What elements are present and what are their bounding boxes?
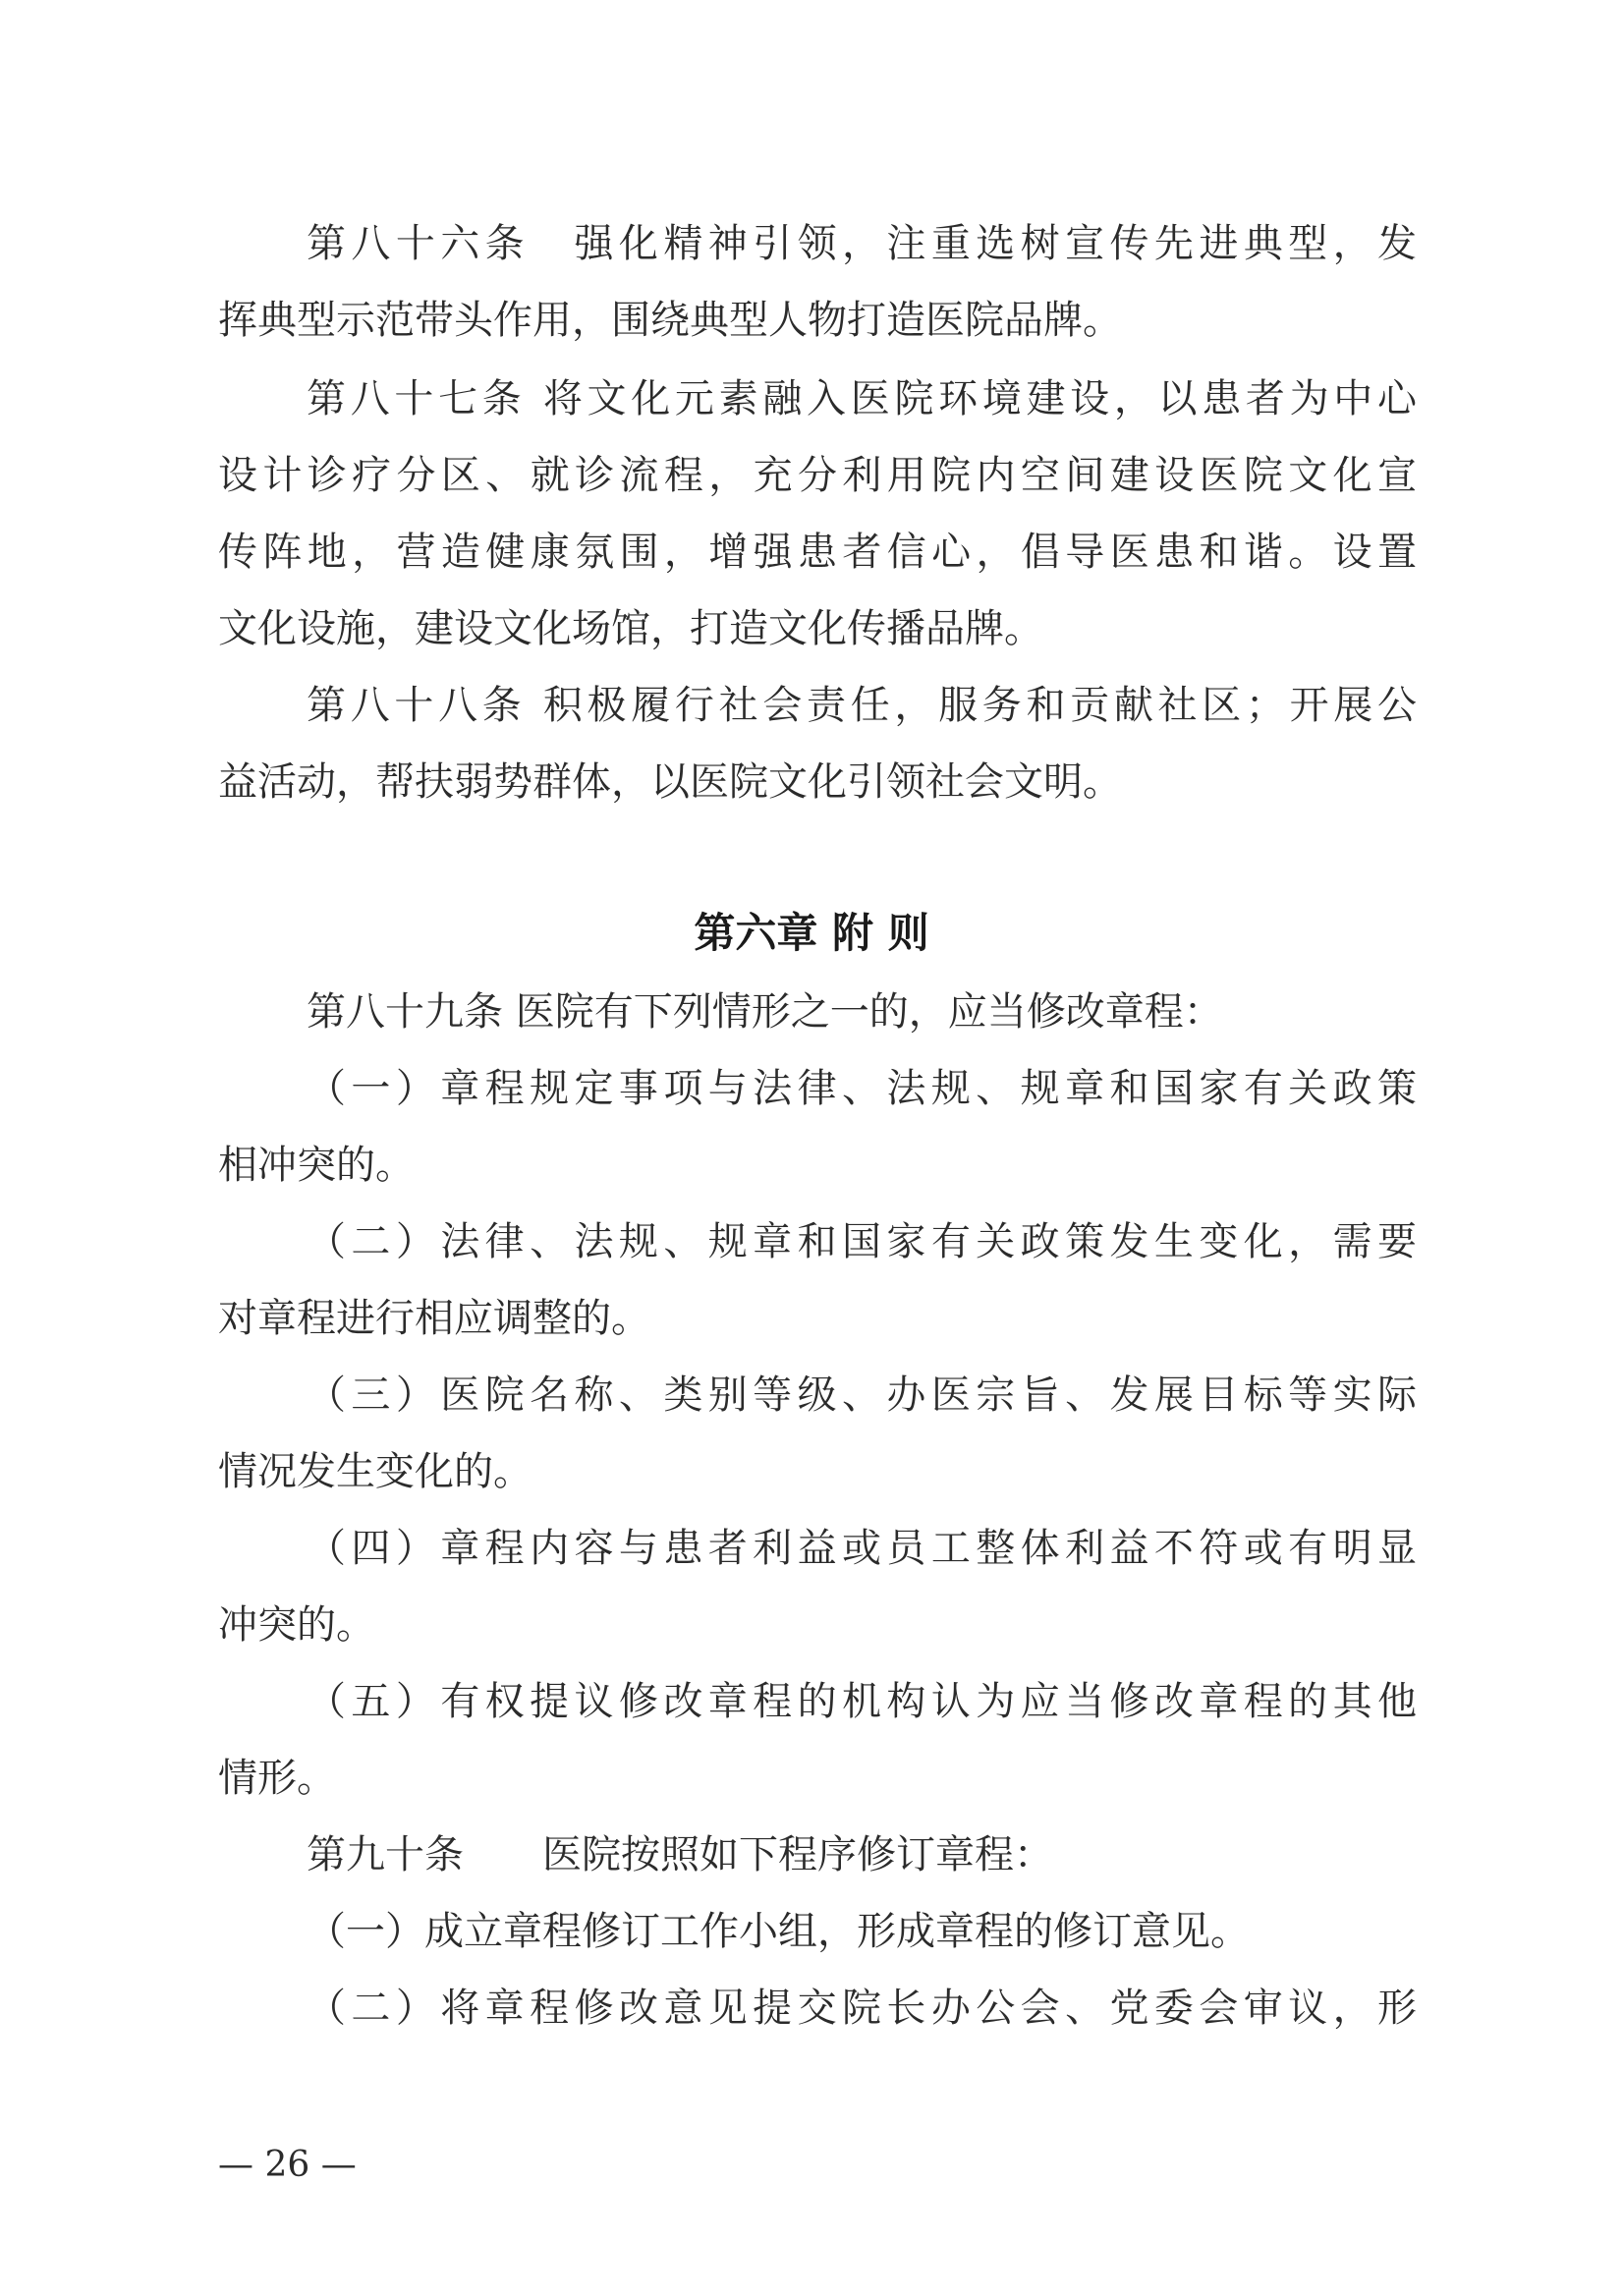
text-line: 挥典型示范带头作用，围绕典型人物打造医院品牌。 — [218, 298, 1122, 343]
text-line: 第八十七条 将文化元素融入医院环境建设，以患者为中心 — [307, 376, 1417, 421]
text-line: 益活动，帮扶弱势群体，以医院文化引领社会文明。 — [218, 759, 1122, 805]
text-line: 设计诊疗分区、就诊流程，充分利用院内空间建设医院文化宣 — [218, 453, 1417, 498]
text-line: 传阵地，营造健康氛围，增强患者信心，倡导医患和谐。设置 — [218, 530, 1417, 575]
text-line: （一）章程规定事项与法律、法规、规章和国家有关政策 — [307, 1066, 1417, 1111]
text-line: （二）将章程修改意见提交院长办公会、党委会审议，形 — [307, 1986, 1417, 2031]
text-line: 对章程进行相应调整的。 — [218, 1296, 650, 1341]
text-line: 第九十条 医院按照如下程序修订章程： — [307, 1832, 1053, 1877]
text-line: 文化设施，建设文化场馆，打造文化传播品牌。 — [218, 606, 1043, 651]
page-number: — 26 — — [218, 2145, 357, 2185]
text-line: （四）章程内容与患者利益或员工整体利益不符或有明显 — [307, 1526, 1417, 1571]
text-line: 相冲突的。 — [218, 1143, 415, 1188]
text-line: （三）医院名称、类别等级、办医宗旨、发展目标等实际 — [307, 1372, 1417, 1418]
text-line: 情况发生变化的。 — [218, 1449, 532, 1494]
text-line: 第八十八条 积极履行社会责任，服务和贡献社区；开展公 — [307, 683, 1417, 728]
text-line: （二）法律、法规、规章和国家有关政策发生变化，需要 — [307, 1219, 1417, 1264]
text-line: 第八十九条 医院有下列情形之一的，应当修改章程： — [307, 989, 1223, 1035]
text-line: 冲突的。 — [218, 1602, 375, 1648]
text-line: 第八十六条 强化精神引领，注重选树宣传先进典型，发 — [307, 221, 1417, 266]
chapter-heading: 第六章 附 则 — [694, 909, 929, 957]
text-line: （五）有权提议修改章程的机构认为应当修改章程的其他 — [307, 1679, 1417, 1724]
text-line: 情形。 — [218, 1756, 336, 1801]
text-line: （一）成立章程修订工作小组，形成章程的修订意见。 — [307, 1909, 1250, 1954]
